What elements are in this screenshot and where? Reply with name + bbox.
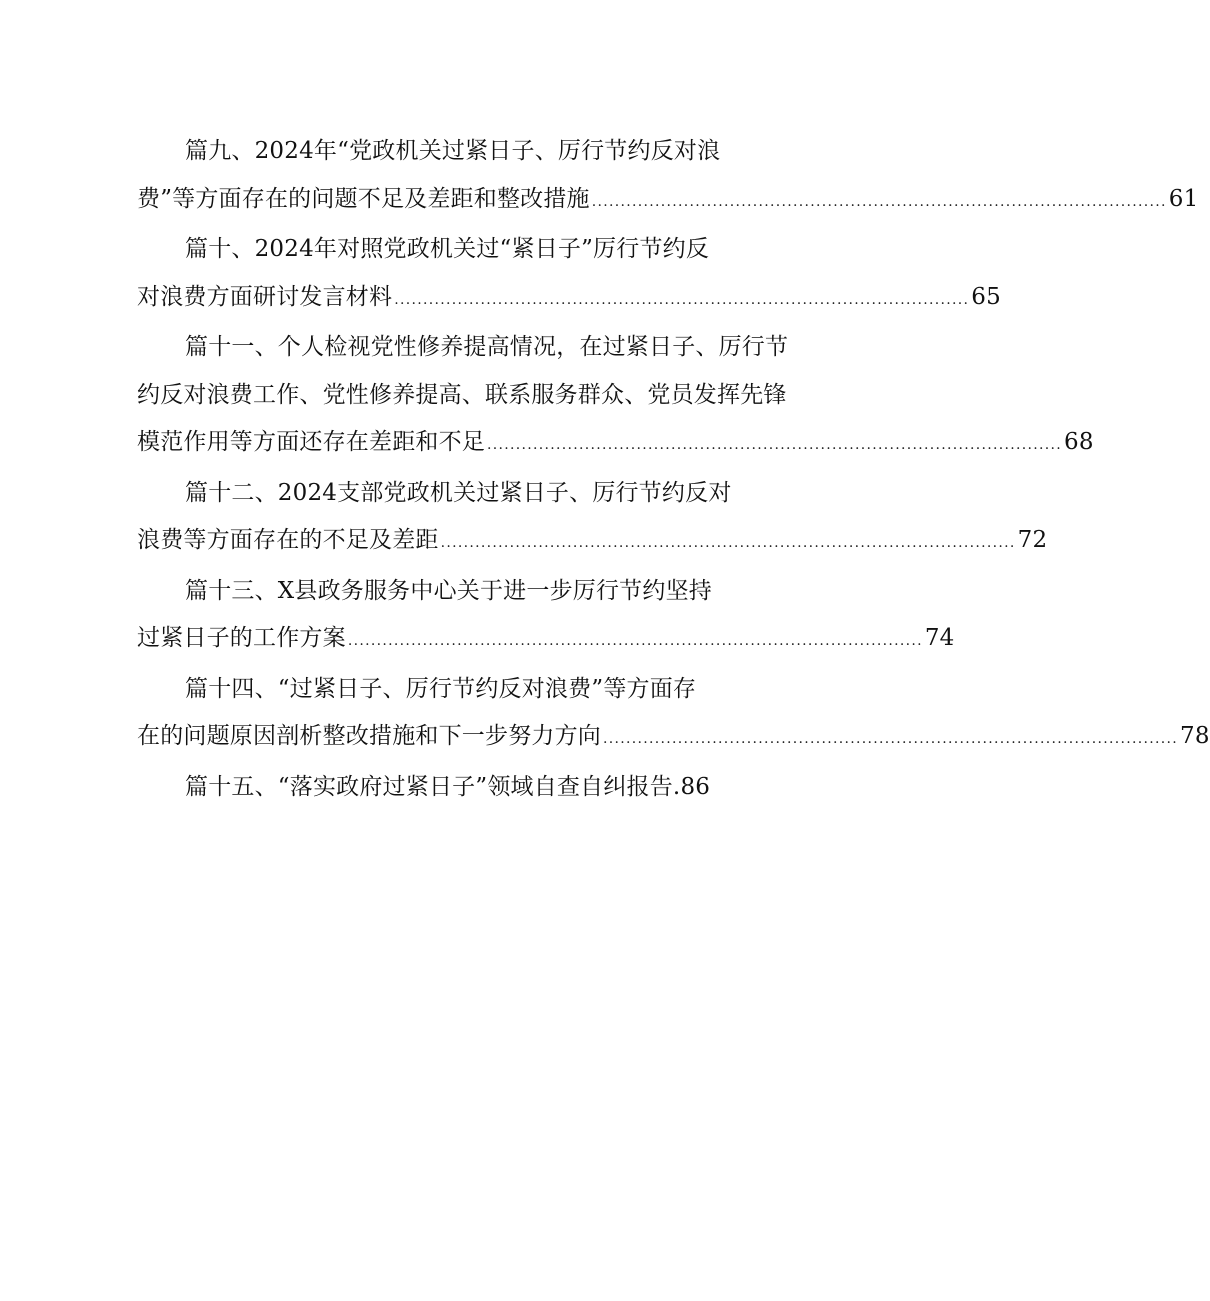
toc-entry-15[interactable] (137, 764, 777, 812)
toc-entry-title-line (137, 764, 777, 812)
toc-leader-dot: . (672, 773, 681, 800)
toc-leader-dots: .................................................................................................... (440, 535, 1016, 551)
toc-entry-last-line (137, 713, 1210, 764)
toc-entry-last-line (137, 615, 955, 666)
toc-leader-dots: .................................................................................................... (347, 633, 923, 649)
toc-page-number: 61 (1168, 185, 1199, 212)
toc-entry-title-line (137, 568, 777, 616)
toc-entry-continuation: 在的问题原因剖析整改措施和下一步努力方向 (137, 723, 601, 749)
toc-page-number: 86 (680, 773, 711, 800)
toc-entry-title: 篇十一、个人检视党性修养提高情况，在过紧日子、厉行节 (185, 334, 789, 360)
toc-leader-dots: .................................................................................................... (603, 731, 1179, 747)
toc-entry-title: 篇十、2024年对照党政机关过“紧日子”厉行节约反 (185, 236, 710, 262)
toc-entry-title: 篇十二、2024支部党政机关过紧日子、厉行节约反对 (185, 479, 732, 506)
toc-entry-continuation: 约反对浪费工作、党性修养提高、联系服务群众、党员发挥先锋 (137, 381, 787, 408)
toc-page-number: 68 (1064, 429, 1094, 455)
toc-page-number: 72 (1017, 527, 1048, 553)
toc-entry-14[interactable] (137, 666, 1210, 764)
toc-entry-title-line (137, 226, 777, 274)
toc-page-number: 65 (971, 283, 1001, 310)
toc-entry-title-line (137, 324, 789, 372)
toc-entry-title-line (137, 666, 777, 714)
toc-page-number: 74 (924, 625, 955, 651)
toc-entry-continuation: 浪费等方面存在的不足及差距 (137, 527, 439, 553)
toc-entry-last-line (137, 517, 1048, 568)
toc-leader-dots: .................................................................................................... (591, 193, 1167, 210)
toc-entry-9[interactable] (137, 128, 1199, 226)
toc-entry-last-line (137, 419, 1094, 470)
toc-entry-continuation: 费”等方面存在的问题不足及差距和整改措施 (137, 185, 590, 212)
toc-entry-last-line (137, 176, 1199, 227)
toc-page-number: 78 (1180, 723, 1210, 749)
toc-entry-title: 篇十五、“落实政府过紧日子”领域自查自纠报告 (185, 773, 673, 800)
toc-entry-title-line (137, 470, 777, 518)
toc-leader-dots: .................................................................................................... (487, 437, 1063, 453)
toc-entry-title: 篇九、2024年“党政机关过紧日子、厉行节约反对浪 (185, 138, 721, 164)
toc-entry-12[interactable] (137, 470, 1048, 568)
toc-entry-13[interactable] (137, 568, 955, 666)
toc-entry-title: 篇十三、X县政务服务中心关于进一步厉行节约坚持 (185, 577, 712, 604)
toc-entry-last-line (137, 274, 1001, 325)
toc-entry-title-line (137, 128, 777, 176)
toc-entry-continuation: 过紧日子的工作方案 (137, 625, 346, 651)
toc-entry-continuation: 对浪费方面研讨发言材料 (137, 283, 393, 310)
table-of-contents (0, 128, 1210, 811)
toc-leader-dots: .................................................................................................... (394, 291, 970, 308)
toc-entry-title: 篇十四、“过紧日子、厉行节约反对浪费”等方面存 (185, 675, 697, 702)
toc-entry-middle-line (137, 372, 787, 420)
toc-entry-continuation: 模范作用等方面还存在差距和不足 (137, 429, 485, 455)
toc-entry-11[interactable] (137, 324, 1094, 470)
toc-entry-10[interactable] (137, 226, 1001, 324)
